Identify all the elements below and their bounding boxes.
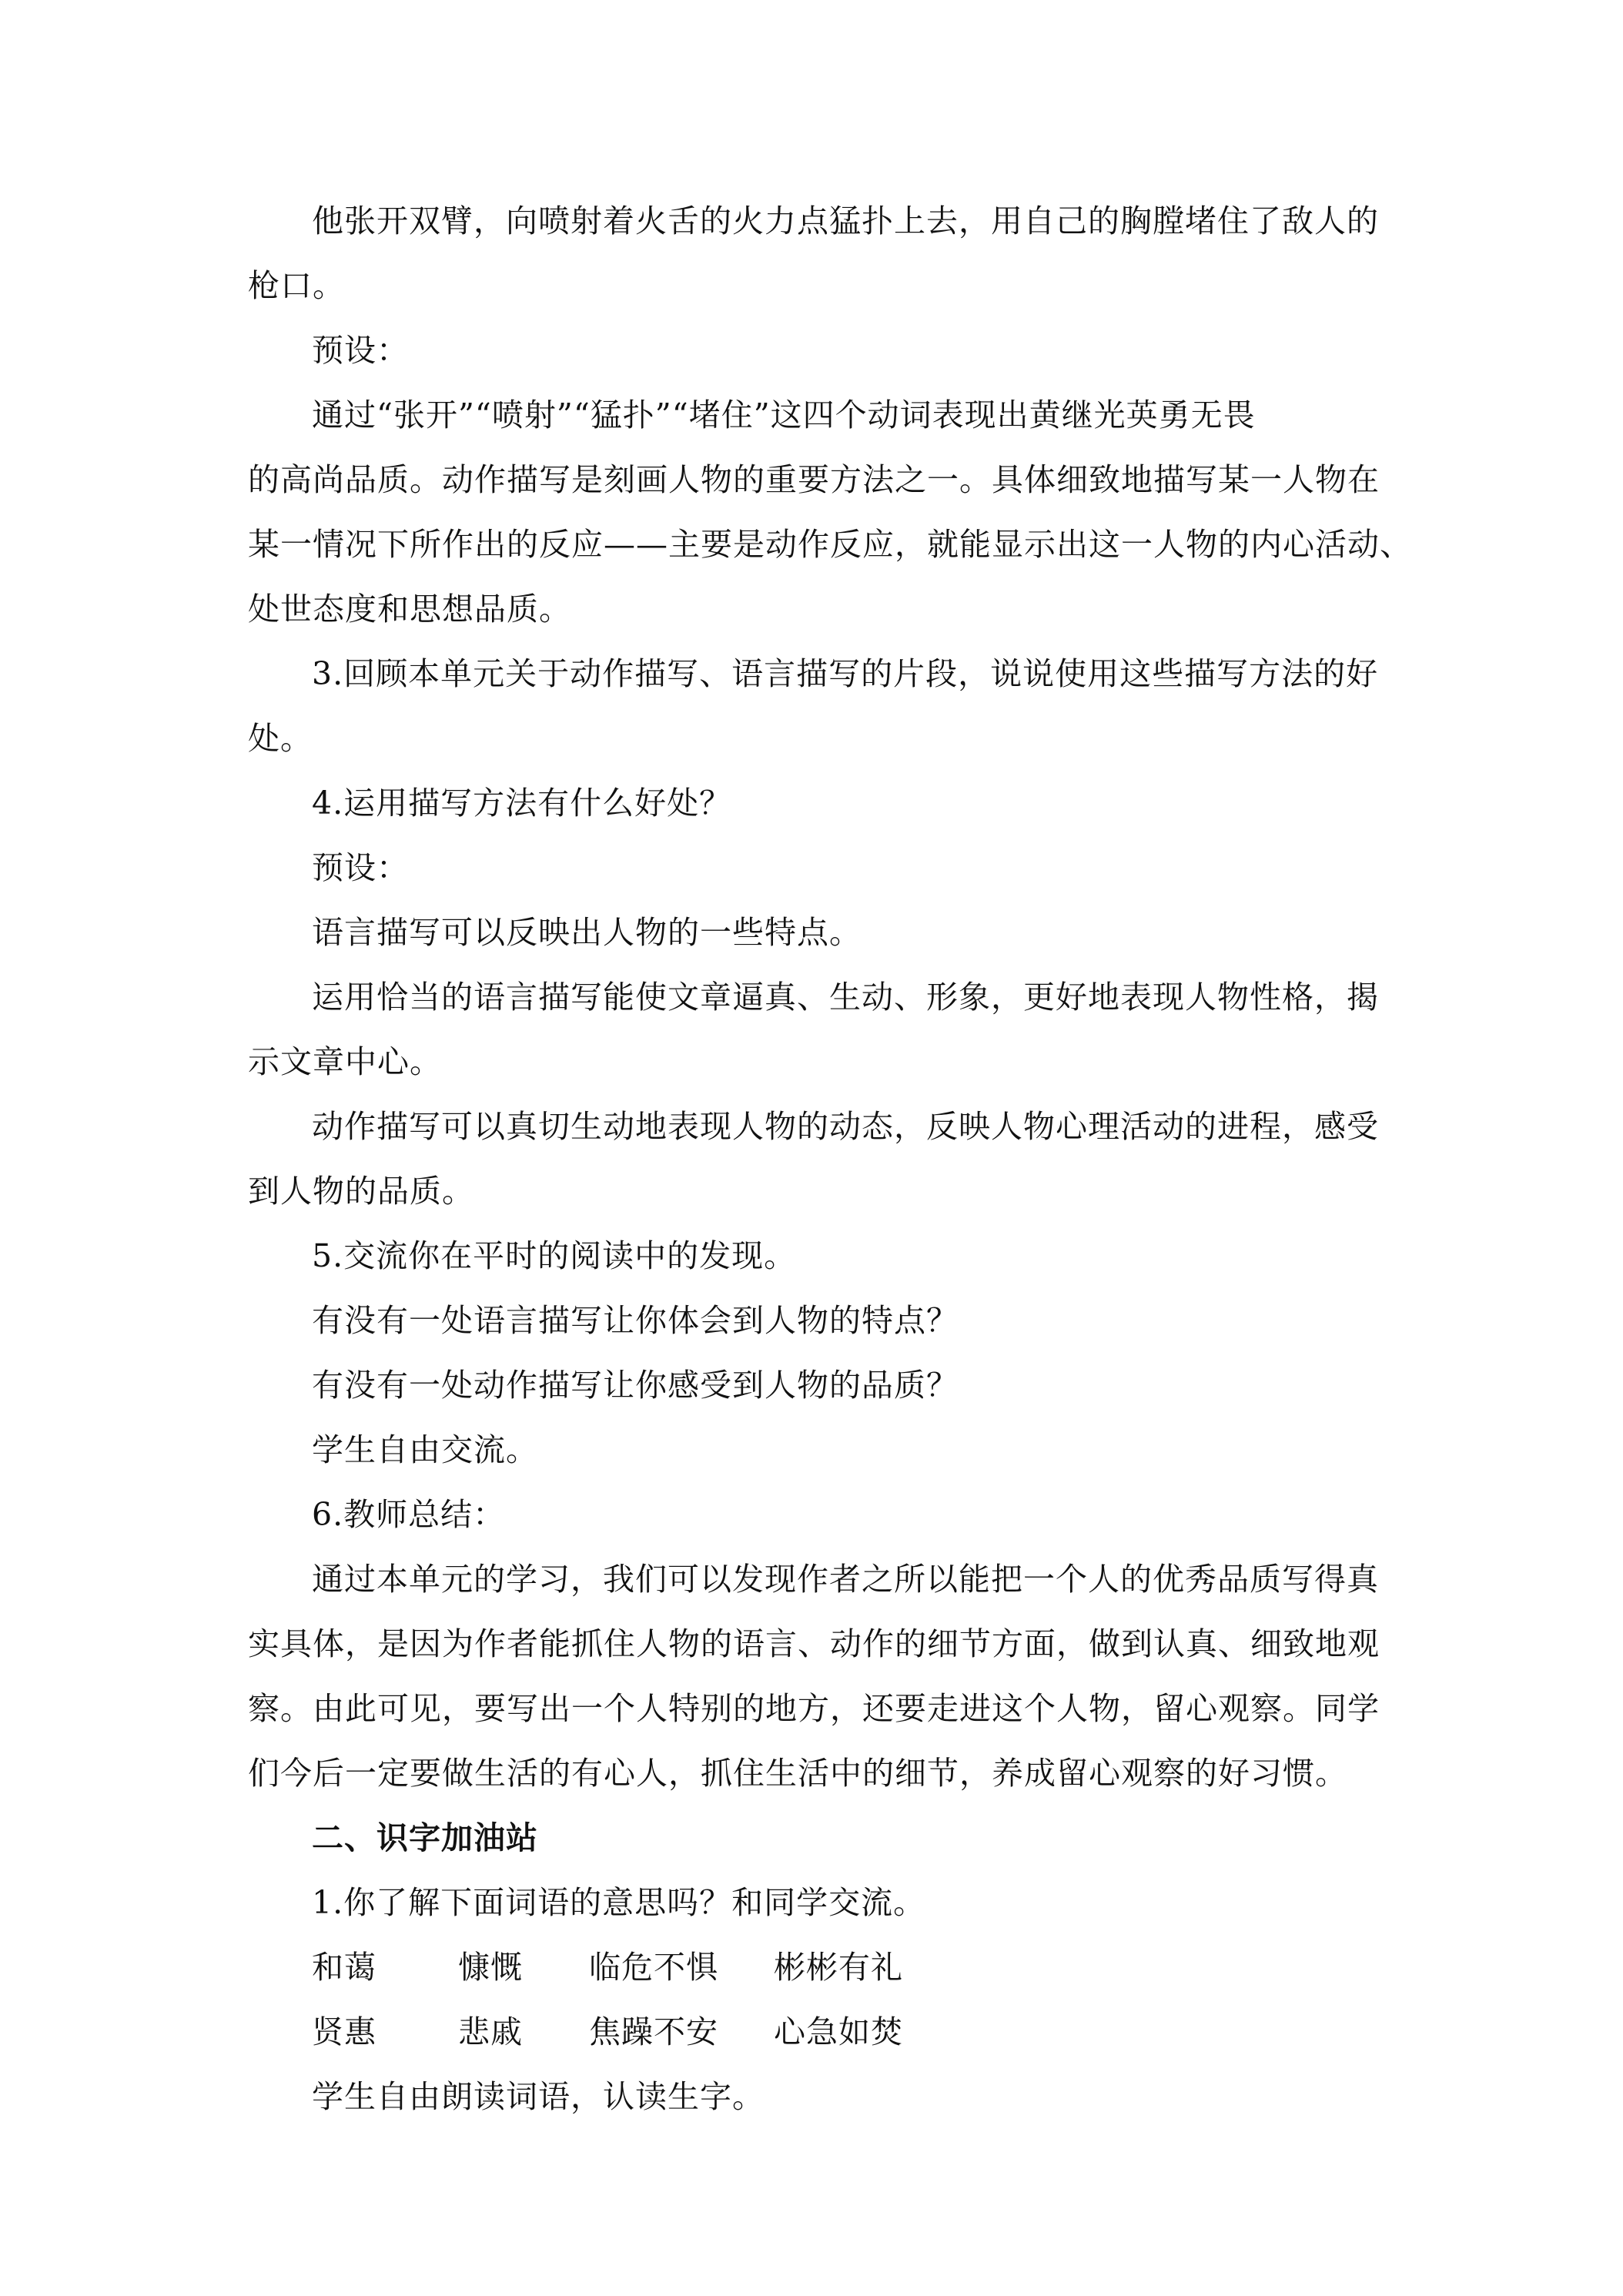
text-line: 3.回顾本单元关于动作描写、语言描写的片段，说说使用这些描写方法的好	[312, 655, 1379, 692]
text-line: 通过本单元的学习，我们可以发现作者之所以能把一个人的优秀品质写得真	[312, 1561, 1379, 1598]
text-line: 6.教师总结：	[312, 1496, 506, 1533]
text-line: 预设：	[312, 849, 409, 886]
paragraph-teacher-summary	[248, 1547, 1387, 1806]
vocabulary-word: 贤惠	[312, 2013, 376, 2050]
paragraph-huang-jiguang-quote	[248, 189, 1387, 318]
vocabulary-word: 焦躁不安	[589, 2013, 718, 2050]
vocabulary-row-2	[248, 2000, 1387, 2064]
closing-instruction: 学生自由朗读词语，认读生字。	[312, 2078, 765, 2115]
text-line: 处。	[248, 720, 313, 757]
text-line: 有没有一处语言描写让你体会到人物的特点？	[312, 1302, 959, 1339]
text-line: 语言描写可以反映出人物的一些特点。	[312, 914, 862, 951]
text-line: 他张开双臂，向喷射着火舌的火力点猛扑上去，用自己的胸膛堵住了敌人的	[312, 202, 1379, 239]
paragraph-preset-label	[248, 835, 1387, 900]
text-line: 预设：	[312, 332, 409, 369]
text-line: 有没有一处动作描写让你感受到人物的品质？	[312, 1367, 959, 1404]
text-line: 某一情况下所作出的反应——主要是动作反应，就能显示出这一人物的内心活动、	[248, 526, 1412, 563]
paragraph-language-description	[248, 900, 1387, 965]
text-line: 4.运用描写方法有什么好处？	[312, 785, 732, 822]
text-line: 处世态度和思想品质。	[248, 591, 571, 628]
text-line: 到人物的品质。	[248, 1173, 474, 1210]
text-line: 通过“张开”“喷射”“猛扑”“堵住”这四个动词表现出黄继光英勇无畏	[312, 397, 1256, 433]
paragraph-preset-label	[248, 318, 1387, 383]
paragraph-free-discussion	[248, 1417, 1387, 1482]
vocabulary-word: 和蔼	[312, 1949, 376, 1986]
section-heading: 二、识字加油站	[312, 1819, 538, 1856]
paragraph-language-benefit	[248, 965, 1387, 1094]
vocabulary-question: 1.你了解下面词语的意思吗？和同学交流。	[312, 1884, 926, 1921]
text-line: 实具体，是因为作者能抓住人物的语言、动作的细节方面，做到认真、细致地观	[248, 1625, 1380, 1662]
paragraph-verbs-analysis	[248, 383, 1412, 641]
text-line: 学生自由交流。	[312, 1431, 538, 1468]
paragraph-action-benefit	[248, 1094, 1387, 1223]
document-body	[248, 189, 1412, 2129]
vocabulary-word: 心急如焚	[774, 2013, 903, 2050]
text-line: 察。由此可见，要写出一个人特别的地方，还要走进这个人物，留心观察。同学	[248, 1690, 1380, 1727]
paragraph-item-5	[248, 1223, 1387, 1288]
vocabulary-word: 悲戚	[458, 2013, 523, 2050]
text-line: 动作描写可以真切生动地表现人物的动态，反映人物心理活动的进程，感受	[312, 1108, 1379, 1145]
text-line: 枪口。	[248, 267, 345, 304]
text-line: 5.交流你在平时的阅读中的发现。	[312, 1237, 797, 1274]
paragraph-item-4	[248, 771, 1387, 835]
paragraph-item-6	[248, 1482, 1387, 1547]
vocabulary-word: 慷慨	[458, 1949, 523, 1986]
text-line: 示文章中心。	[248, 1043, 442, 1080]
vocabulary-word: 彬彬有礼	[774, 1949, 903, 1986]
vocabulary-row-1	[248, 1935, 1387, 2000]
text-line: 们今后一定要做生活的有心人，抓住生活中的细节，养成留心观察的好习惯。	[248, 1755, 1347, 1792]
paragraph-question-language	[248, 1288, 1387, 1353]
paragraph-question-action	[248, 1353, 1387, 1417]
paragraph-item-3	[248, 641, 1387, 771]
text-line: 的高尚品质。动作描写是刻画人物的重要方法之一。具体细致地描写某一人物在	[248, 461, 1380, 498]
text-line: 运用恰当的语言描写能使文章逼真、生动、形象，更好地表现人物性格，揭	[312, 979, 1379, 1016]
vocabulary-word: 临危不惧	[589, 1949, 718, 1986]
